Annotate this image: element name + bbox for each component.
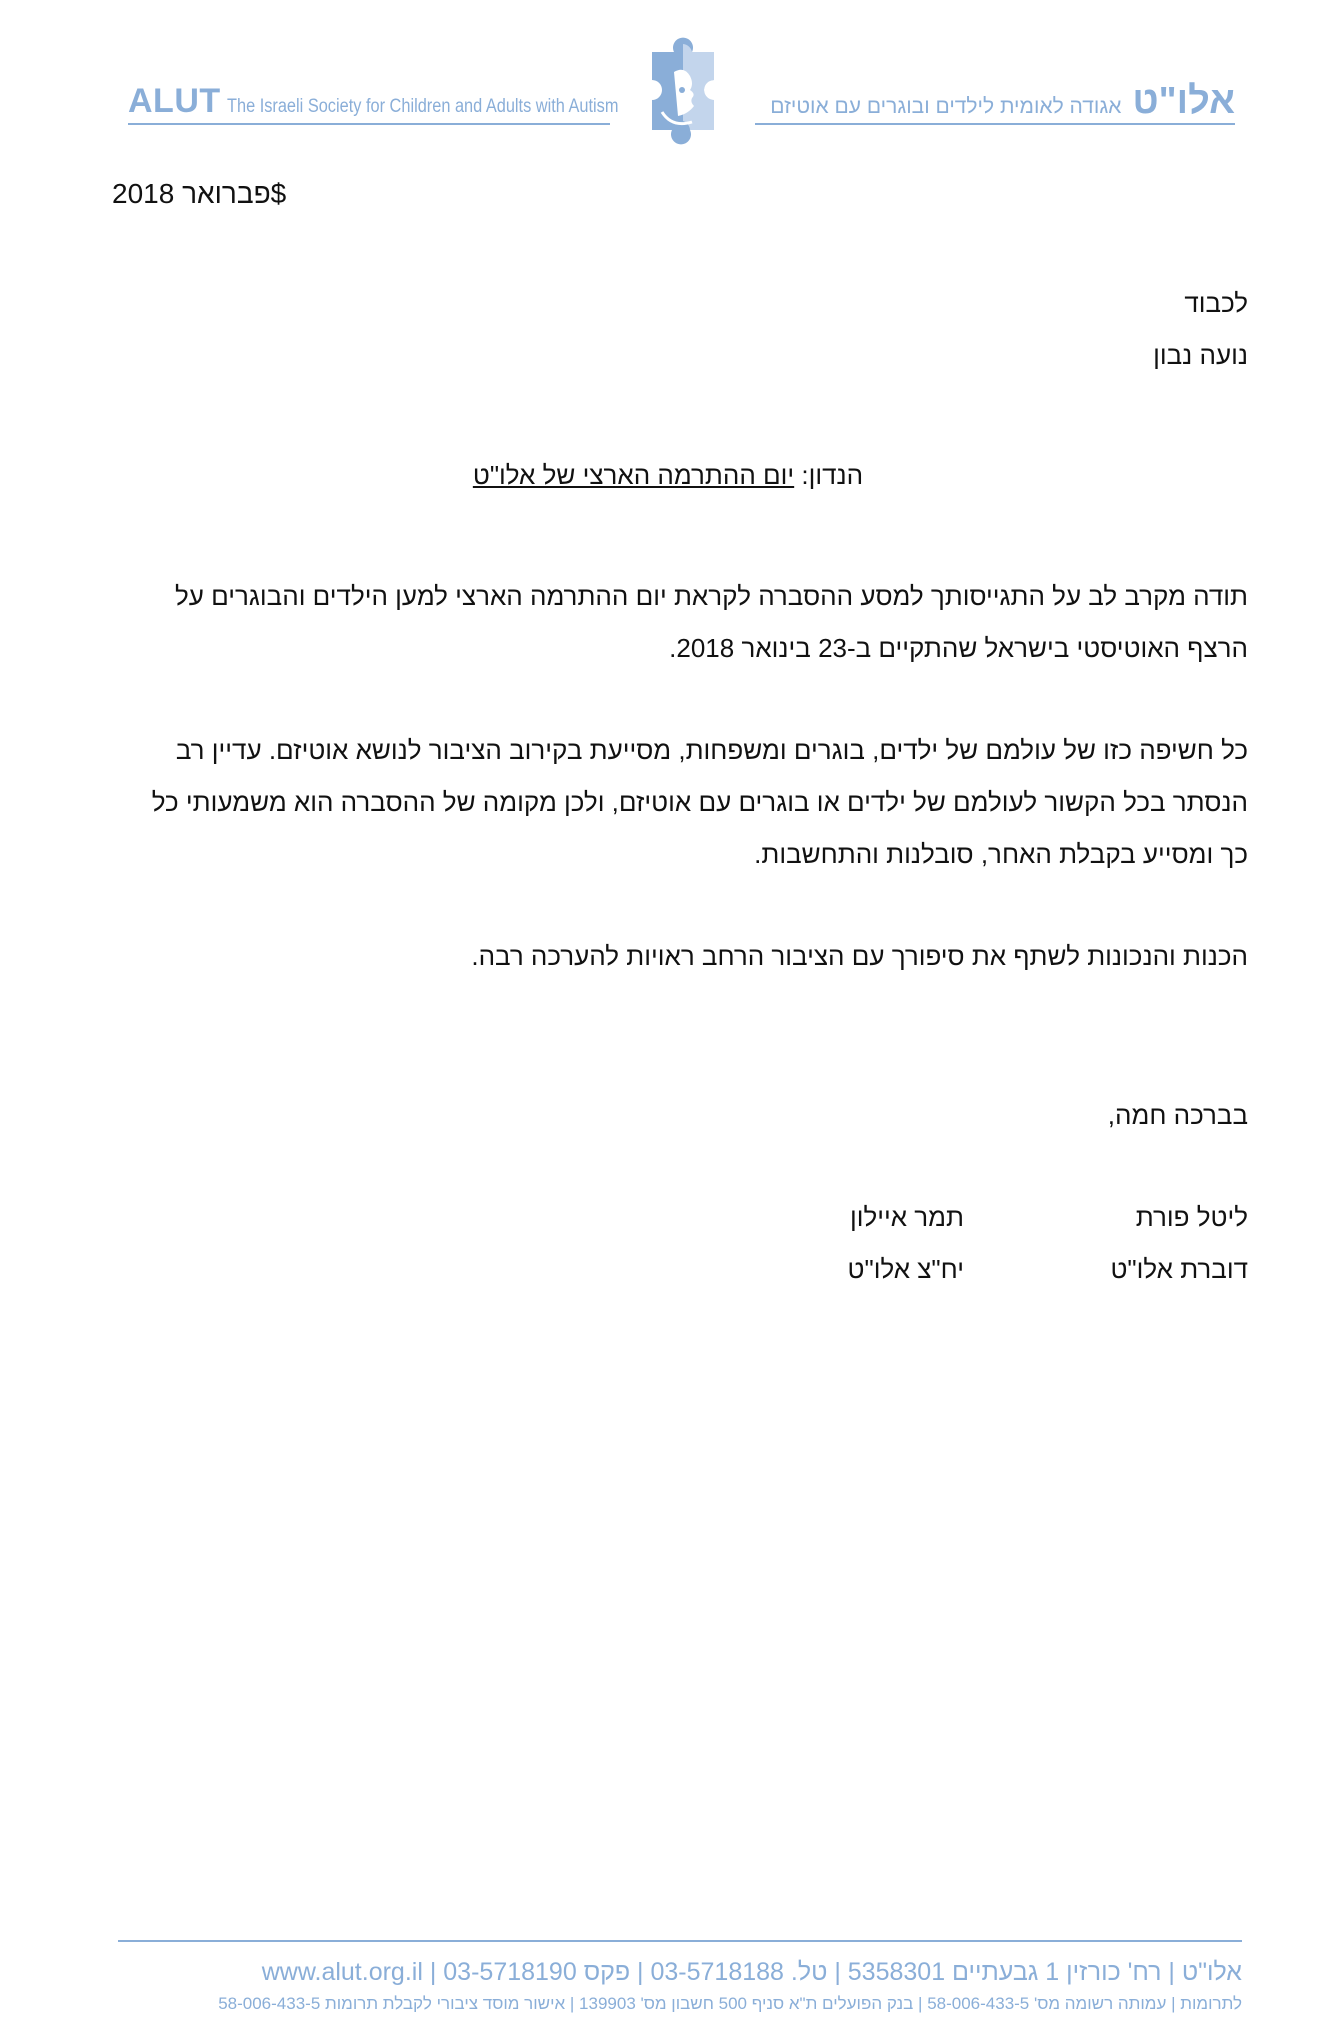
body-paragraph: כל חשיפה כזו של עולמם של ילדים, בוגרים ומשפחות, מסייעת בקירוב הציבור לנושא אוטיזם. עדיין רב הנסתר בכל הקשור לעולמם של ילדים או בוגרים עם אוטיזם, ולכן מקומה של ההסברה הוא משמעותי כל כך ומסייע בקבלת האחר, סובלנות והתחשבות.	[151, 735, 1248, 869]
subject-prefix: הנדון:	[801, 460, 864, 490]
letter-date: $פברואר 2018	[112, 178, 287, 209]
signatory-name: תמר איילון	[849, 1202, 964, 1232]
signatory-role: יח"צ אלו"ט	[847, 1254, 964, 1284]
signatory-role: דוברת אלו"ט	[1110, 1254, 1248, 1284]
puzzle-piece-face-logo-icon	[622, 32, 740, 172]
letterhead-rule-right	[755, 123, 1235, 125]
org-hebrew-name: אלו"ט	[1132, 80, 1235, 122]
org-hebrew-society: אגודה לאומית לילדים ובוגרים עם אוטיזם	[770, 95, 1122, 118]
org-english-society: The Israeli Society for Children and Adults with Autism	[226, 96, 619, 117]
closing-line: בברכה חמה,	[1107, 1100, 1248, 1130]
letterhead	[0, 0, 1336, 150]
signatory-name: ליטל פורת	[1135, 1202, 1248, 1232]
subject-text: יום ההתרמה הארצי של אלו"ט	[472, 460, 795, 490]
footer-registration-line: לתרומות | עמותה רשומה מס' 58-006-433-5 | בנק הפועלים ת"א סניף 500 חשבון מס' 139903 | אישור מוסד ציבורי לקבלת תרומות 58-006-433-5	[218, 1994, 1242, 2013]
footer-contact-line: אלו"ט | רח' כורזין 1 גבעתיים 5358301 | טל. 03-5718188 | פקס 03-5718190 | www.alut.org.il	[261, 1958, 1242, 1986]
body-paragraph: תודה מקרב לב על התגייסותך למסע ההסברה לקראת יום ההתרמה הארצי למען הילדים והבוגרים על הרצף האוטיסטי בישראל שהתקיים ב-23 בינואר 2018.	[175, 581, 1248, 663]
org-english-name: ALUT	[128, 82, 221, 120]
recipient-name: נועה נבון	[1153, 340, 1248, 370]
footer-rule	[118, 1940, 1242, 1942]
subject-line	[0, 460, 1336, 491]
letterhead-english	[128, 82, 619, 122]
body-paragraph: הכנות והנכונות לשתף את סיפורך עם הציבור הרחב ראויות להערכה רבה.	[471, 941, 1248, 971]
letterhead-hebrew	[755, 80, 1235, 123]
recipient-label: לכבוד	[1184, 288, 1248, 318]
letterhead-rule-left	[128, 123, 610, 125]
